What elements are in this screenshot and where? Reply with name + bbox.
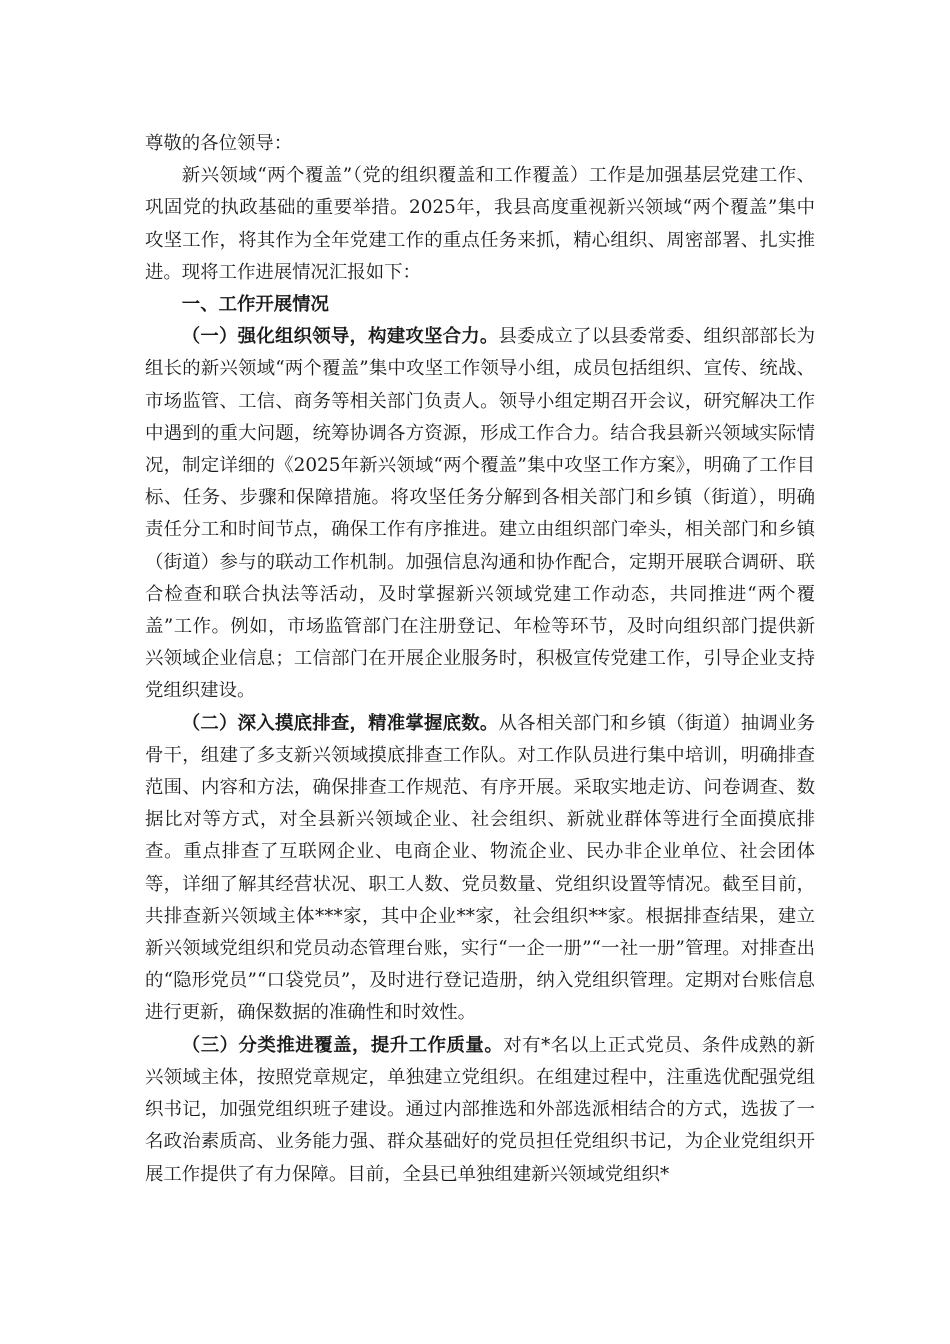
- subsection-heading-2: （二）深入摸底排查，精准掌握底数。: [181, 712, 499, 734]
- subsection-paragraph-3: [145, 1030, 815, 1191]
- salutation: 尊敬的各位领导：: [145, 133, 293, 154]
- subsection-paragraph-1: [145, 321, 815, 707]
- subsection-heading-3: （三）分类推进覆盖，提升工作质量。: [181, 1034, 504, 1056]
- intro-paragraph: 新兴领域“两个覆盖”（党的组织覆盖和工作覆盖）工作是加强基层党建工作、巩固党的执政基础的重要举措。2025年，我县高度重视新兴领域“两个覆盖”集中攻坚工作，将其作为全年党建工作的重点任务来抓，精心组织、周密部署、扎实推进。现将工作进展情况汇报如下：: [145, 165, 815, 283]
- subsection-body-2: 从各相关部门和乡镇（街道）抽调业务骨干，组建了多支新兴领域摸底排查工作队。对工作队员进行集中培训，明确排查范围、内容和方法，确保排查工作规范、有序开展。采取实地走访、问卷调查、数据比对等方式，对全县新兴领域企业、社会组织、新就业群体等进行全面摸底排查。重点排查了互联网企业、电商企业、物流企业、民办非企业单位、社会团体等，详细了解其经营状况、职工人数、党员数量、党组织设置等情况。截至目前，共排查新兴领域主体***家，其中企业**家，社会组织**家。根据排查结果，建立新兴领域党组织和党员动态管理台账，实行“一企一册”“一社一册”管理。对排查出的“隐形党员”“口袋党员”，及时进行登记造册，纳入党组织管理。定期对台账信息进行更新，确保数据的准确性和时效性。: [145, 712, 815, 1024]
- document-body: [145, 128, 815, 1191]
- subsection-heading-1: （一）强化组织领导，构建攻坚合力。: [181, 326, 499, 348]
- subsection-body-3: 对有*名以上正式党员、条件成熟的新兴领域主体，按照党章规定，单独建立党组织。在组建过程中，注重选优配强党组织书记，加强党组织班子建设。通过内部推选和外部选派相结合的方式，选拔了一名政治素质高、业务能力强、群众基础好的党员担任党组织书记，为企业党组织开展工作提供了有力保障。目前，全县已单独组建新兴领域党组织*: [145, 1034, 815, 1185]
- subsection-paragraph-2: [145, 708, 815, 1030]
- section-heading: 一、工作开展情况: [181, 294, 329, 316]
- subsection-body-1: 县委成立了以县委常委、组织部部长为组长的新兴领域“两个覆盖”集中攻坚工作领导小组，成员包括组织、宣传、统战、市场监管、工信、商务等相关部门负责人。领导小组定期召开会议，研究解决工作中遇到的重大问题，统筹协调各方资源，形成工作合力。结合我县新兴领域实际情况，制定详细的《2025年新兴领域“两个覆盖”集中攻坚工作方案》，明确了工作目标、任务、步骤和保障措施。将攻坚任务分解到各相关部门和乡镇（街道），明确责任分工和时间节点，确保工作有序推进。建立由组织部门牵头，相关部门和乡镇（街道）参与的联动工作机制。加强信息沟通和协作配合，定期开展联合调研、联合检查和联合执法等活动，及时掌握新兴领域党建工作动态，共同推进“两个覆盖”工作。例如，市场监管部门在注册登记、年检等环节，及时向组织部门提供新兴领域企业信息；工信部门在开展企业服务时，积极宣传党建工作，引导企业支持党组织建设。: [145, 326, 815, 702]
